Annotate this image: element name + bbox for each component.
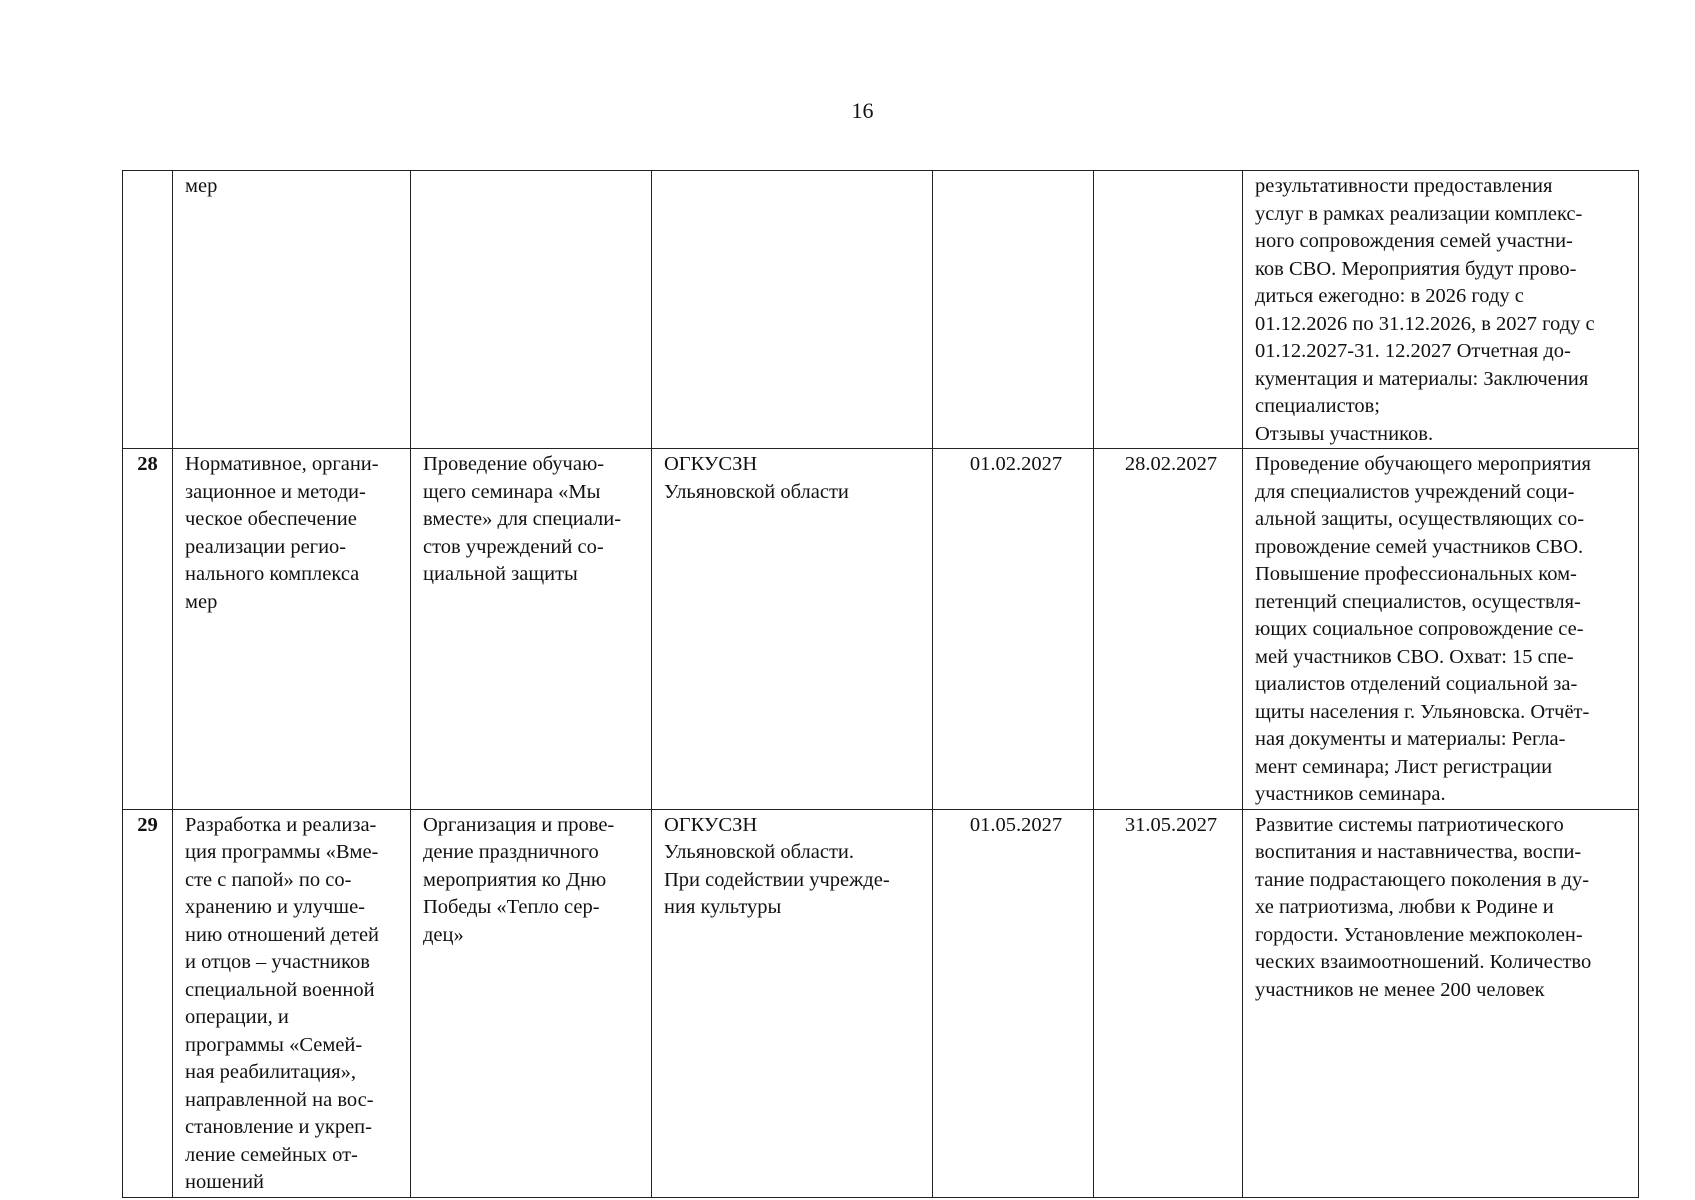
end-date-cell: 28.02.2027 <box>1094 449 1243 810</box>
result-cell: результативности предоставления услуг в рамках реализации комплекс- ного сопровождения семей участни- ков СВО. Мероприятия будут прово- диться ежегодно: в 2026 году с 01.12.2026 по 31.12.2026, в 2027 году с 01.12.2027-31. 12.2027 Отчетная до- кументация и материалы: Заключения специалистов; Отзывы участников. <box>1243 171 1639 449</box>
start-date-cell <box>933 171 1094 449</box>
table-row <box>123 809 1639 1197</box>
event-cell: Организация и прове- дение праздничного мероприятия ко Дню Победы «Тепло сер- дец» <box>411 809 652 1197</box>
executor-cell: ОГКУСЗН Ульяновской области. При содействии учрежде- ния культуры <box>652 809 933 1197</box>
row-number-cell: 28 <box>123 449 173 810</box>
table-row <box>123 449 1639 810</box>
task-cell: мер <box>173 171 411 449</box>
row-number-cell: 29 <box>123 809 173 1197</box>
executor-cell <box>652 171 933 449</box>
page-number: 16 <box>851 98 874 123</box>
event-cell <box>411 171 652 449</box>
result-cell: Проведение обучающего мероприятия для специалистов учреждений соци- альной защиты, осуществляющих со- провождение семей участников СВО. Повышение профессиональных ком- петенций специалистов, осуществля- ющих социальное сопровождение се- мей участников СВО. Охват: 15 спе- циалистов отделений социальной за- щиты населения г. Ульяновска. Отчёт- ная документы и материалы: Регла- мент семинара; Лист регистрации участников семинара. <box>1243 449 1639 810</box>
activities-table <box>122 170 1639 1198</box>
start-date-cell: 01.02.2027 <box>933 449 1094 810</box>
start-date-cell: 01.05.2027 <box>933 809 1094 1197</box>
result-cell: Развитие системы патриотического воспитания и наставничества, воспи- тание подрастающего поколения в ду- хе патриотизма, любви к Родине и гордости. Установление межпоколен- ческих взаимоотношений. Количество участников не менее 200 человек <box>1243 809 1639 1197</box>
task-cell: Нормативное, органи- зационное и методи- ческое обеспечение реализации регио- нального комплекса мер <box>173 449 411 810</box>
task-cell: Разработка и реализа- ция программы «Вме- сте с папой» по со- хранению и улучше- нию отношений детей и отцов – участников специальной военной операции, и программы «Семей- ная реабилитация», направленной на вос- становление и укреп- ление семейных от- ношений <box>173 809 411 1197</box>
executor-cell: ОГКУСЗН Ульяновской области <box>652 449 933 810</box>
row-number-cell <box>123 171 173 449</box>
end-date-cell <box>1094 171 1243 449</box>
event-cell: Проведение обучаю- щего семинара «Мы вместе» для специали- стов учреждений со- циальной защиты <box>411 449 652 810</box>
table-row <box>123 171 1639 449</box>
end-date-cell: 31.05.2027 <box>1094 809 1243 1197</box>
